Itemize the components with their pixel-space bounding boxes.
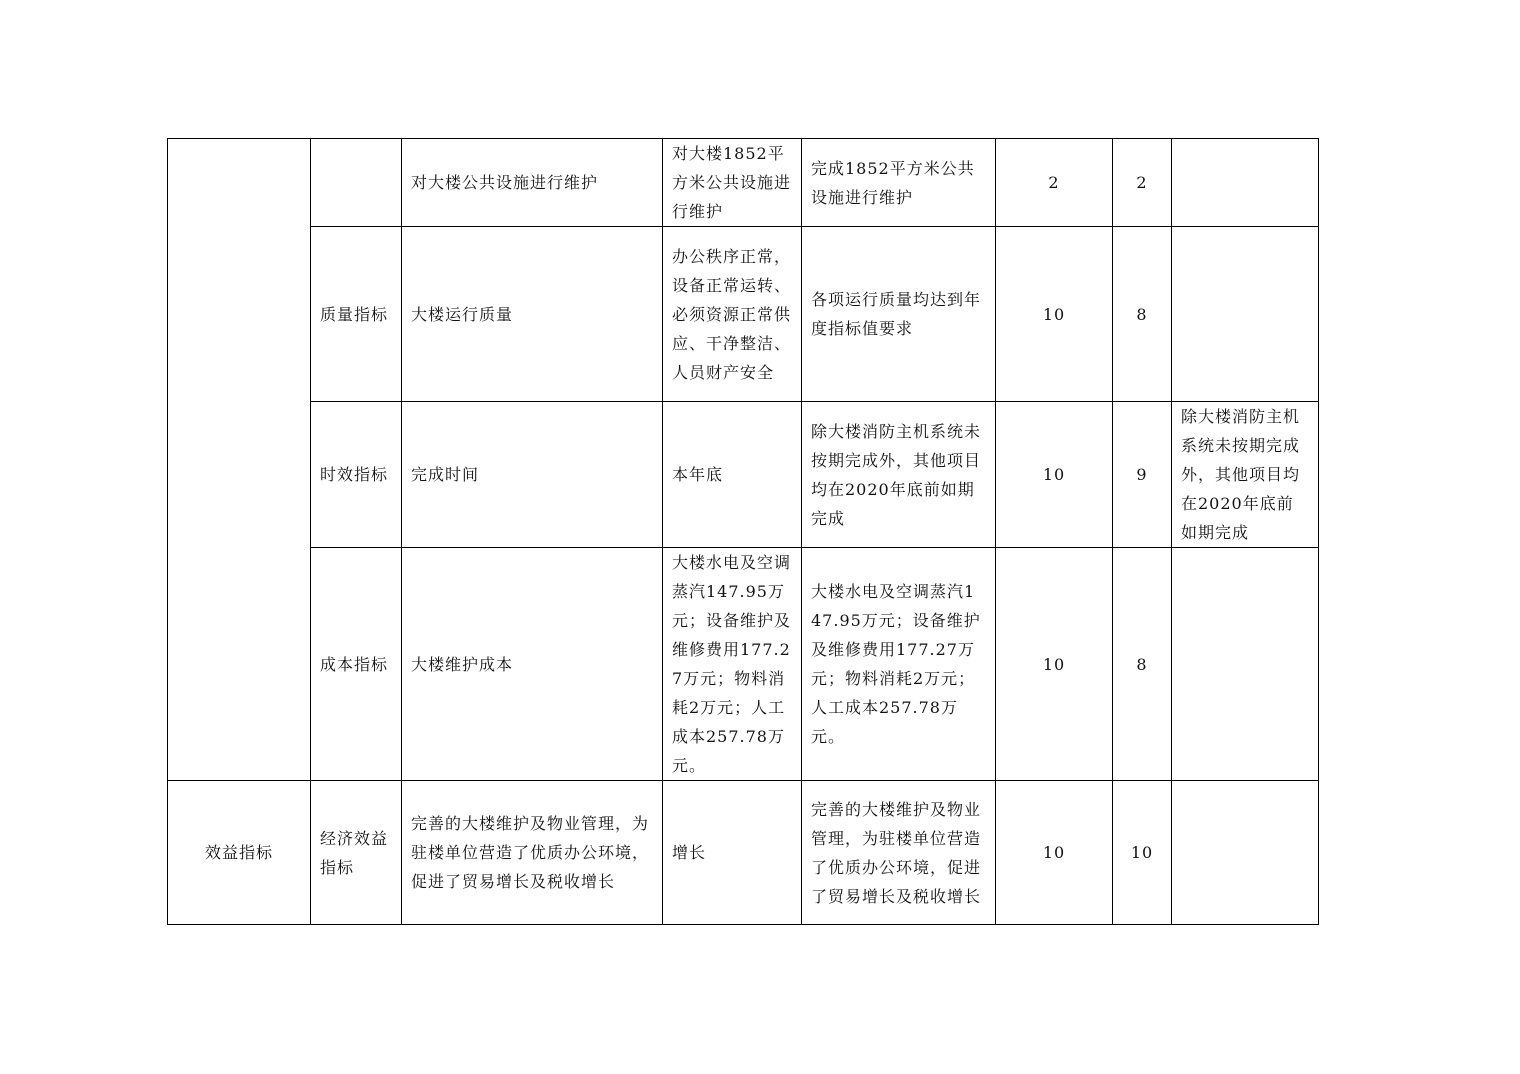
score-cell: 8 <box>1113 548 1172 781</box>
weight-cell: 10 <box>996 548 1113 781</box>
level3-indicator-cell: 完善的大楼维护及物业管理，为驻楼单位营造了优质办公环境，促进了贸易增长及税收增长 <box>402 781 663 925</box>
level2-indicator-cell: 成本指标 <box>311 548 402 781</box>
table-row <box>168 781 1319 925</box>
performance-indicator-table <box>167 138 1319 925</box>
actual-value-cell: 大楼水电及空调蒸汽147.95万元；设备维护及维修费用177.27万元；物料消耗2万元；人工成本257.78万元。 <box>802 548 996 781</box>
score-cell: 10 <box>1113 781 1172 925</box>
level2-indicator-cell: 经济效益指标 <box>311 781 402 925</box>
score-cell: 2 <box>1113 139 1172 227</box>
weight-cell: 10 <box>996 781 1113 925</box>
target-value-cell: 办公秩序正常，设备正常运转、必须资源正常供应、干净整洁、人员财产安全 <box>663 227 802 402</box>
score-cell: 8 <box>1113 227 1172 402</box>
level1-indicator-cell: 效益指标 <box>168 781 311 925</box>
level2-indicator-cell: 质量指标 <box>311 227 402 402</box>
target-value-cell: 对大楼1852平方米公共设施进行维护 <box>663 139 802 227</box>
table-row <box>168 227 1319 402</box>
level3-indicator-cell: 对大楼公共设施进行维护 <box>402 139 663 227</box>
actual-value-cell: 各项运行质量均达到年度指标值要求 <box>802 227 996 402</box>
target-value-cell: 本年底 <box>663 402 802 548</box>
actual-value-cell: 除大楼消防主机系统未按期完成外，其他项目均在2020年底前如期完成 <box>802 402 996 548</box>
weight-cell: 10 <box>996 402 1113 548</box>
score-cell: 9 <box>1113 402 1172 548</box>
table-row <box>168 402 1319 548</box>
actual-value-cell: 完善的大楼维护及物业管理，为驻楼单位营造了优质办公环境，促进了贸易增长及税收增长 <box>802 781 996 925</box>
level1-indicator-cell <box>168 139 311 781</box>
table-row <box>168 548 1319 781</box>
note-cell <box>1172 139 1319 227</box>
level3-indicator-cell: 完成时间 <box>402 402 663 548</box>
note-cell: 除大楼消防主机系统未按期完成外，其他项目均在2020年底前如期完成 <box>1172 402 1319 548</box>
target-value-cell: 大楼水电及空调蒸汽147.95万元；设备维护及维修费用177.27万元；物料消耗2万元；人工成本257.78万元。 <box>663 548 802 781</box>
table-row <box>168 139 1319 227</box>
weight-cell: 10 <box>996 227 1113 402</box>
note-cell <box>1172 548 1319 781</box>
weight-cell: 2 <box>996 139 1113 227</box>
actual-value-cell: 完成1852平方米公共设施进行维护 <box>802 139 996 227</box>
level2-indicator-cell <box>311 139 402 227</box>
note-cell <box>1172 227 1319 402</box>
level3-indicator-cell: 大楼运行质量 <box>402 227 663 402</box>
note-cell <box>1172 781 1319 925</box>
level3-indicator-cell: 大楼维护成本 <box>402 548 663 781</box>
level2-indicator-cell: 时效指标 <box>311 402 402 548</box>
target-value-cell: 增长 <box>663 781 802 925</box>
